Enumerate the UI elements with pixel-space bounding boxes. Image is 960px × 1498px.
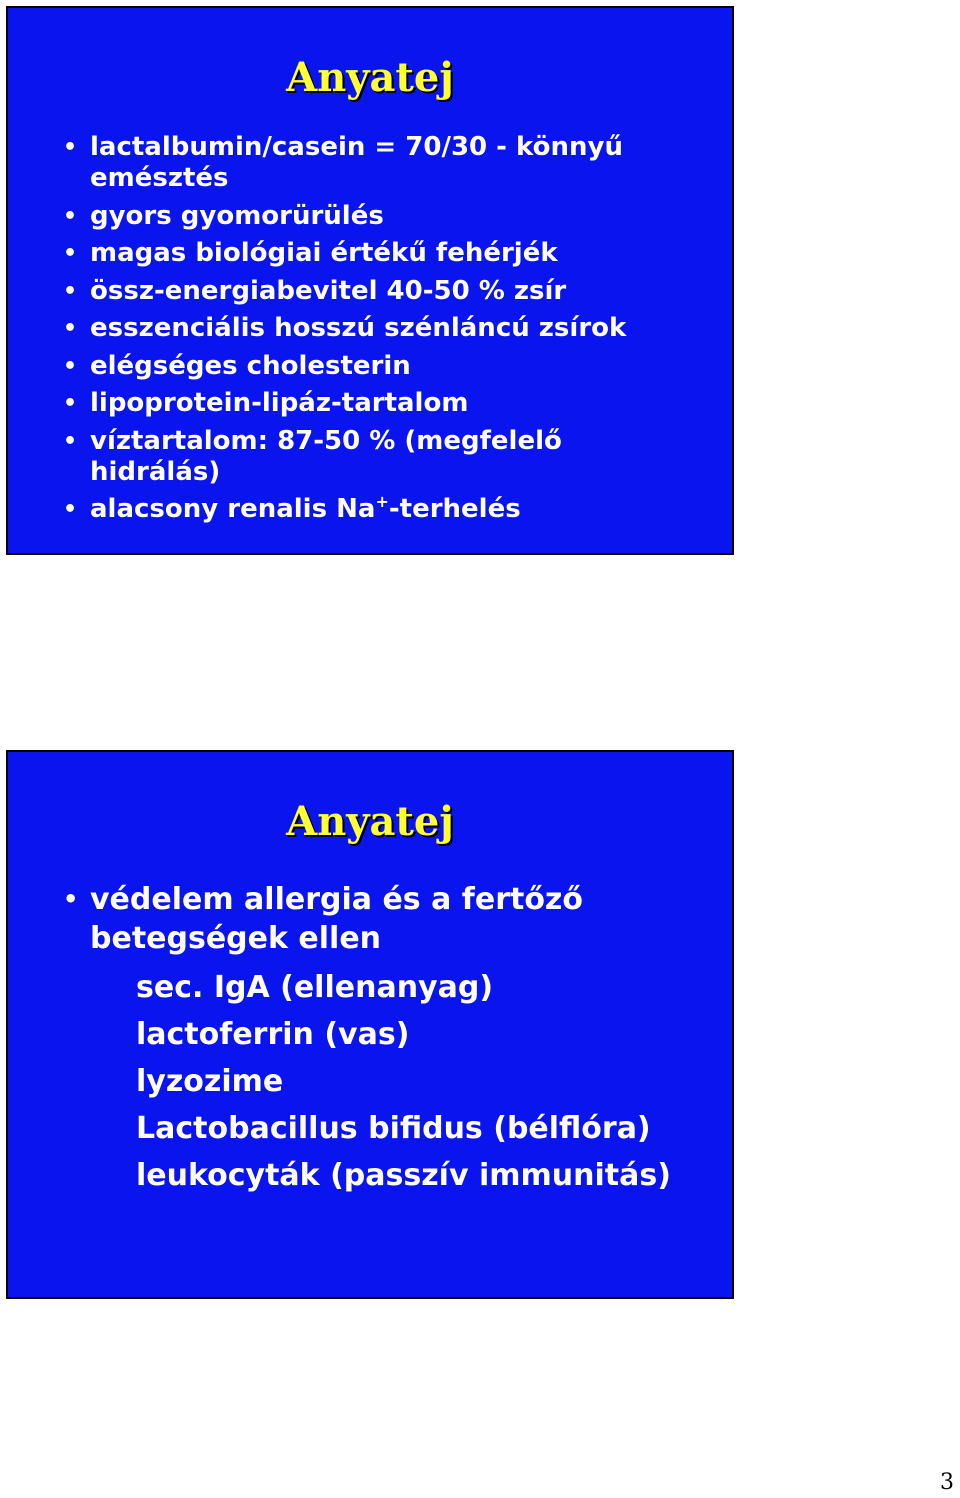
list-item [58, 238, 658, 269]
sub-item: lactoferrin (vas) [136, 1017, 410, 1052]
bullet-text-prefix: alacsony renalis Na [90, 494, 376, 524]
list-item [58, 132, 658, 194]
bullet-text: víztartalom: 87-50 % (megfelelő hidrálás) [90, 425, 562, 487]
bullet-icon: • [63, 316, 78, 341]
slide-1 [6, 6, 734, 555]
list-item [58, 351, 658, 382]
bullet-icon: • [63, 497, 78, 522]
bullet-list [58, 880, 678, 958]
bullet-text: védelem allergia és a fertőző betegségek ellen [90, 882, 584, 956]
superscript-plus: + [375, 492, 389, 511]
bullet-text: lactalbumin/casein = 70/30 - könnyű emésztés [90, 132, 623, 193]
bullet-text: össz-energiabevitel 40-50 % zsír [90, 275, 567, 306]
bullet-icon: • [63, 278, 78, 304]
bullet-text: gyors gyomorürülés [90, 200, 384, 231]
slide-2 [6, 750, 734, 1299]
page-number: 3 [940, 1470, 954, 1495]
bullet-icon: • [63, 353, 78, 379]
bullet-text: elégséges cholesterin [90, 350, 411, 381]
list-item [58, 880, 678, 958]
list-item [58, 276, 658, 307]
bullet-text: lipoprotein-lipáz-tartalom [90, 388, 469, 418]
bullet-text: magas biológiai értékű fehérjék [90, 238, 558, 268]
list-item [58, 426, 658, 488]
sub-item: sec. IgA (ellenanyag) [136, 970, 494, 1005]
bullet-text: esszenciális hosszú szénláncú zsírok [90, 313, 627, 343]
bullet-icon: • [63, 391, 78, 416]
bullet-icon: • [63, 428, 78, 454]
slide-title: Anyatej [286, 798, 454, 845]
list-item [58, 313, 658, 344]
bullet-text-suffix: -terhelés [388, 494, 521, 524]
list-item [58, 494, 658, 525]
bullet-icon: • [63, 885, 79, 913]
sub-item: lyzozime [136, 1064, 284, 1099]
bullet-icon: • [63, 241, 78, 266]
bullet-icon: • [63, 135, 78, 160]
bullet-icon: • [63, 203, 78, 229]
bullet-list [58, 132, 658, 532]
list-item [58, 388, 658, 419]
slide-title: Anyatej [286, 54, 454, 101]
sub-item: Lactobacillus bifidus (bélflóra) [136, 1111, 651, 1146]
list-item [58, 201, 658, 232]
sub-item: leukocyták (passzív immunitás) [136, 1158, 671, 1193]
sub-item-list [136, 964, 671, 1199]
